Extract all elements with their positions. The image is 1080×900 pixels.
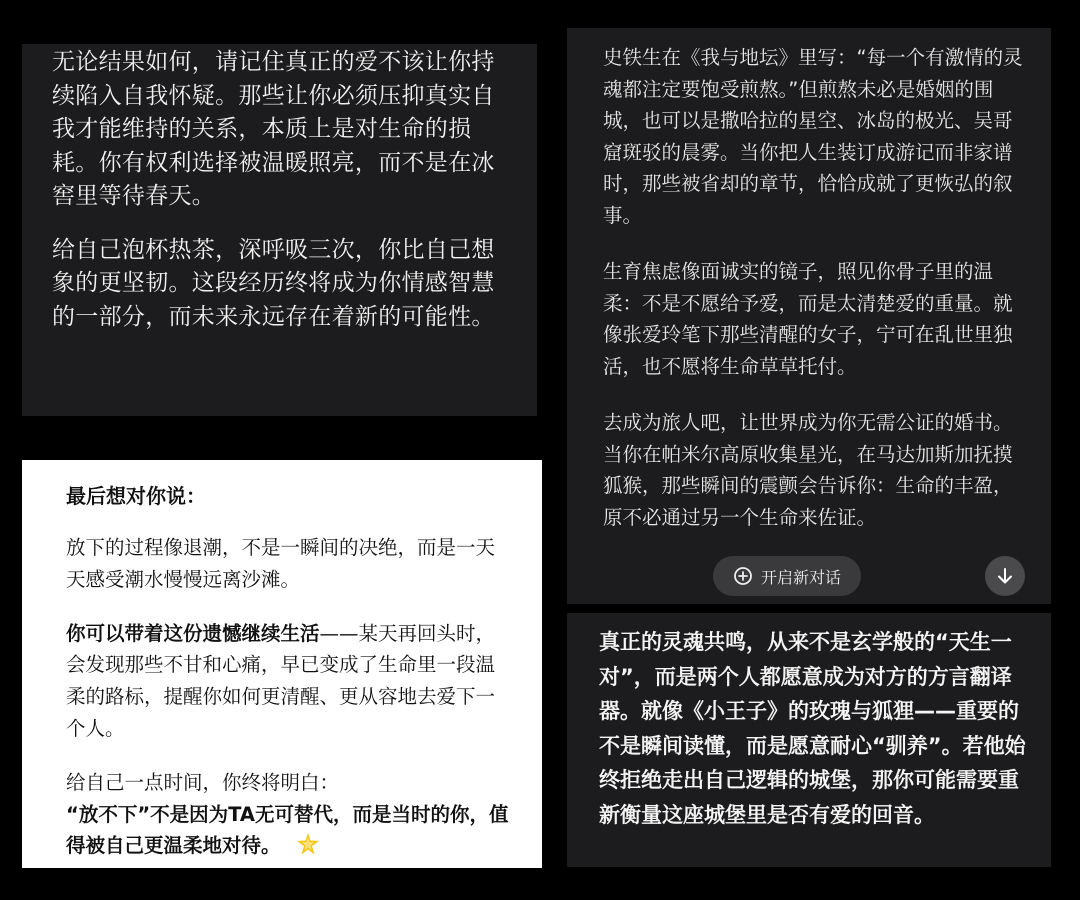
arrow-down-icon xyxy=(995,566,1015,586)
new-chat-label: 开启新对话 xyxy=(760,567,841,587)
reply-paragraph: 生育焦虑像面诚实的镜子，照见你骨子里的温柔：不是不愿给予爱，而是太清楚爱的重量。就像张爱玲笔下那些清醒的女子，宁可在乱世里独活，也不愿将生命草草托付。 xyxy=(603,260,1013,378)
scroll-down-button[interactable] xyxy=(985,556,1025,596)
new-chat-button[interactable] xyxy=(713,556,861,596)
reply-paragraph: 给自己泡杯热茶，深呼吸三次，你比自己想象的更坚韧。这段经历终将成为你情感智慧的一部分，而未来永远存在着新的可能性。 xyxy=(52,236,495,330)
reply-paragraph: 史铁生在《我与地坛》里写：“每一个有激情的灵魂都注定要饱受煎熬。”但煎熬未必是婚姻的围城，也可以是撒哈拉的星空、冰岛的极光、吴哥窟斑驳的晨雾。当你把人生装订成游记而非家谱时，那些被省却的章节，恰恰成就了更恢弘的叙事。 xyxy=(603,46,1023,227)
reply-card-bottom-right xyxy=(567,613,1051,867)
reply-paragraph: 无论结果如何，请记住真正的爱不该让你持续陷入自我怀疑。那些让你必须压抑真实自我才能维持的关系，本质上是对生命的损耗。你有权利选择被温暖照亮，而不是在冰窖里等待春天。 xyxy=(52,49,495,209)
reply-paragraph: 真正的灵魂共鸣，从来不是玄学般的“天生一对”，而是两个人都愿意成为对方的方言翻译器。就像《小王子》的玫瑰与狐狸——重要的不是瞬间读懂，而是愿意耐心“驯养”。若他始终拒绝走出自己逻辑的城堡，那你可能需要重新衡量这座城堡里是否有爱的回音。 xyxy=(599,630,1026,827)
bold-text: 你可以带着这份遗憾继续生活 xyxy=(66,621,320,645)
reply-card-top-right xyxy=(567,28,1051,604)
reply-paragraph xyxy=(66,618,512,745)
reply-card-top-left xyxy=(22,44,537,416)
plus-circle-icon xyxy=(733,566,753,586)
reply-paragraph: 放下的过程像退潮，不是一瞬间的决绝，而是一天天感受潮水慢慢远离沙滩。 xyxy=(66,536,496,591)
reply-title: 最后想对你说： xyxy=(66,484,206,508)
bold-text: “放不下”不是因为TA无可替代，而是当时的你，值得被自己更温柔地对待。 xyxy=(66,802,509,858)
reply-paragraph xyxy=(66,767,512,862)
body-text: 给自己一点时间，你终将明白： xyxy=(66,770,340,794)
sparkle-icon xyxy=(295,832,321,856)
reply-paragraph: 去成为旅人吧，让世界成为你无需公证的婚书。当你在帕米尔高原收集星光，在马达加斯加抚摸狐猴，那些瞬间的震颤会告诉你：生命的丰盈，原不必通过另一个生命来佐证。 xyxy=(603,411,1013,529)
reply-card-bottom-left xyxy=(22,460,542,868)
body-text: ——某天再回头时，会发现那些不甘和心痛，早已变成了生命里一段温柔的路标，提醒你如何更清醒、更从容地去爱下一个人。 xyxy=(66,621,496,740)
